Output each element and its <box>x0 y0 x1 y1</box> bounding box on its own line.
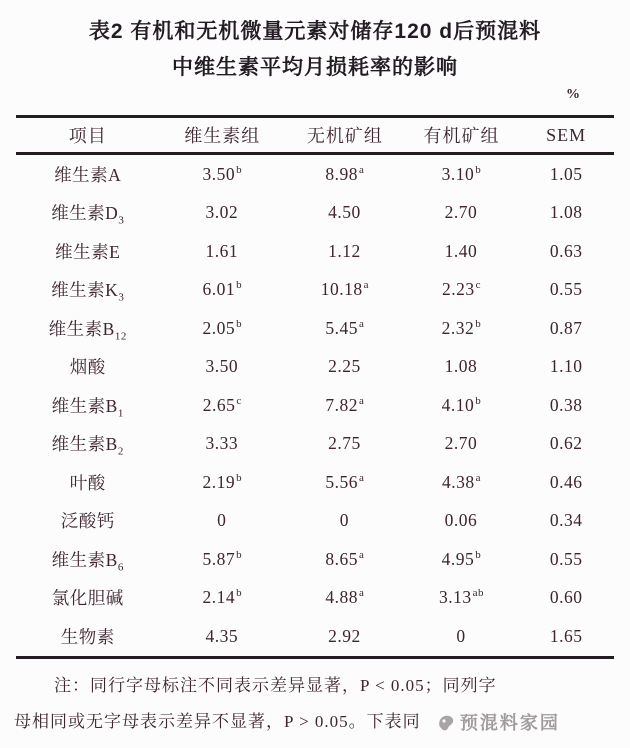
table-row <box>16 579 614 618</box>
value: 4.88 <box>325 587 358 608</box>
value: 2.23 <box>441 279 475 300</box>
cell-inorganic-group <box>285 425 405 464</box>
cell-sem <box>518 463 614 502</box>
cell-item <box>16 579 160 618</box>
value: 2.19 <box>202 471 236 492</box>
significance-superscript: a <box>359 471 365 484</box>
cell-inorganic-group <box>285 540 405 579</box>
col-header-vitamin-group: 维生素组 <box>160 117 286 154</box>
value: 0.55 <box>549 548 583 569</box>
item-label: 维生素D <box>51 203 119 224</box>
cell-inorganic-group <box>285 386 405 425</box>
cell-inorganic-group <box>285 154 405 194</box>
value: 1.12 <box>328 240 361 261</box>
value: 4.95 <box>441 548 475 569</box>
footnote-line-2 <box>14 704 616 741</box>
value: 0.63 <box>549 240 583 261</box>
value: 2.25 <box>328 356 361 377</box>
value: 0 <box>217 510 227 531</box>
cell-organic-group <box>405 463 519 502</box>
cell-item <box>16 425 160 464</box>
cell-organic-group <box>405 540 519 579</box>
col-header-item: 项目 <box>16 117 160 154</box>
cell-organic-group <box>405 154 519 194</box>
value: 4.35 <box>205 625 239 646</box>
table-row <box>16 425 614 464</box>
table-row <box>16 502 614 541</box>
cell-vitamin-group <box>160 271 286 310</box>
significance-superscript: b <box>475 394 482 407</box>
cell-item <box>16 502 160 541</box>
value: 0 <box>456 625 466 646</box>
item-label: 烟酸 <box>69 357 106 378</box>
cell-sem <box>518 425 614 464</box>
cell-item <box>16 154 160 194</box>
table-header-row <box>16 117 614 154</box>
cell-sem <box>518 348 614 387</box>
table-row <box>16 232 614 271</box>
cell-inorganic-group <box>285 502 405 541</box>
value: 3.10 <box>441 163 475 184</box>
value: 0.34 <box>549 510 583 531</box>
col-header-inorganic-group: 无机矿组 <box>285 117 405 154</box>
table-body <box>16 154 614 658</box>
cell-vitamin-group <box>160 194 286 233</box>
value: 6.01 <box>202 279 236 300</box>
value: 1.08 <box>444 356 478 377</box>
significance-superscript: b <box>475 548 482 561</box>
value: 5.45 <box>325 317 358 338</box>
significance-superscript: b <box>475 317 482 330</box>
item-label: 维生素B <box>51 549 118 570</box>
value: 1.40 <box>444 240 478 261</box>
cell-organic-group <box>405 579 519 618</box>
value: 0.38 <box>549 394 583 415</box>
table-caption <box>0 0 630 86</box>
value: 0.87 <box>549 317 583 338</box>
cell-vitamin-group <box>160 502 286 541</box>
cell-sem <box>518 271 614 310</box>
value: 0.60 <box>549 587 583 608</box>
cell-item <box>16 309 160 348</box>
cell-item <box>16 617 160 657</box>
cell-vitamin-group <box>160 309 286 348</box>
cell-organic-group <box>405 348 519 387</box>
item-subscript: 1 <box>117 407 124 420</box>
value: 7.82 <box>325 394 358 415</box>
significance-superscript: a <box>475 471 481 484</box>
table-header <box>16 117 614 154</box>
table-row <box>16 386 614 425</box>
cell-inorganic-group <box>285 617 405 657</box>
cell-item <box>16 194 160 233</box>
footnote-line-2-text: 母相同或无字母表示差异不显著，P > 0.05。下表同 <box>14 711 421 731</box>
value: 0 <box>339 510 350 531</box>
footnote-line-1: 注：同行字母标注不同表示差异显著，P < 0.05；同列字 <box>54 675 497 695</box>
value: 1.65 <box>549 625 583 646</box>
cell-vitamin-group <box>160 425 286 464</box>
unit-label: % <box>566 87 580 102</box>
value: 4.10 <box>441 394 475 415</box>
table-row <box>16 309 614 348</box>
cell-inorganic-group <box>285 579 405 618</box>
table-row <box>16 617 614 657</box>
value: 1.10 <box>549 356 583 377</box>
cell-vitamin-group <box>160 348 286 387</box>
col-header-sem: SEM <box>518 117 614 154</box>
significance-superscript: a <box>359 394 365 407</box>
cell-sem <box>518 579 614 618</box>
item-label: 维生素K <box>51 280 119 301</box>
cell-item <box>16 386 160 425</box>
value: 3.33 <box>205 433 239 454</box>
significance-superscript: b <box>236 471 243 484</box>
significance-superscript: b <box>236 587 243 600</box>
cell-organic-group <box>405 271 519 310</box>
cell-sem <box>518 617 614 657</box>
cell-inorganic-group <box>285 232 405 271</box>
table-container <box>16 115 614 659</box>
item-subscript: 2 <box>117 445 124 458</box>
cell-sem <box>518 309 614 348</box>
item-subscript: 3 <box>118 214 125 227</box>
value: 2.32 <box>441 317 475 338</box>
significance-superscript: b <box>236 163 243 176</box>
cell-inorganic-group <box>285 271 405 310</box>
cell-vitamin-group <box>160 463 286 502</box>
cell-sem <box>518 194 614 233</box>
value: 2.05 <box>202 317 236 338</box>
table-row <box>16 348 614 387</box>
item-label: 维生素B <box>51 434 118 455</box>
value: 4.38 <box>441 471 475 492</box>
value: 5.56 <box>325 471 358 492</box>
cell-organic-group <box>405 386 519 425</box>
item-subscript: 3 <box>118 291 125 304</box>
value: 2.75 <box>328 433 361 454</box>
table-row <box>16 540 614 579</box>
value: 1.05 <box>549 163 583 184</box>
value: 2.70 <box>444 202 478 223</box>
cell-item <box>16 232 160 271</box>
item-label: 维生素E <box>55 241 121 262</box>
cell-sem <box>518 154 614 194</box>
cell-item <box>16 540 160 579</box>
watermark-text: 预混料家园 <box>459 712 560 733</box>
table-row <box>16 194 614 233</box>
cell-vitamin-group <box>160 232 286 271</box>
item-label: 泛酸钙 <box>60 511 115 532</box>
significance-superscript: a <box>363 279 370 292</box>
item-label: 叶酸 <box>69 472 106 493</box>
value: 1.61 <box>205 240 239 261</box>
significance-superscript: c <box>475 279 481 292</box>
cell-vitamin-group <box>160 579 286 618</box>
value: 3.02 <box>205 202 239 223</box>
item-subscript: 6 <box>117 561 124 574</box>
cell-organic-group <box>405 309 519 348</box>
value: 3.13 <box>438 587 472 608</box>
cell-organic-group <box>405 502 519 541</box>
value: 8.65 <box>325 548 358 569</box>
value: 3.50 <box>205 356 239 377</box>
value: 2.65 <box>202 394 236 415</box>
item-subscript: 12 <box>114 330 127 343</box>
item-label: 氯化胆碱 <box>51 588 124 609</box>
value: 0.62 <box>549 433 583 454</box>
cell-vitamin-group <box>160 154 286 194</box>
significance-superscript: b <box>236 317 243 330</box>
value: 0.06 <box>444 510 478 531</box>
item-label: 维生素B <box>48 318 115 339</box>
value: 0.46 <box>549 471 583 492</box>
table-row <box>16 271 614 310</box>
table-row <box>16 463 614 502</box>
cell-organic-group <box>405 425 519 464</box>
col-header-organic-group: 有机矿组 <box>405 117 519 154</box>
cell-inorganic-group <box>285 309 405 348</box>
significance-superscript: a <box>359 317 365 330</box>
value: 2.70 <box>444 433 478 454</box>
significance-superscript: a <box>359 587 365 600</box>
watermark-logo-icon <box>436 713 456 733</box>
item-label: 维生素A <box>54 164 122 185</box>
value: 8.98 <box>325 163 358 184</box>
cell-inorganic-group <box>285 463 405 502</box>
significance-superscript: b <box>475 163 482 176</box>
item-label: 生物素 <box>60 626 115 647</box>
value: 1.08 <box>549 202 583 223</box>
cell-sem <box>518 502 614 541</box>
cell-vitamin-group <box>160 617 286 657</box>
cell-organic-group <box>405 194 519 233</box>
cell-inorganic-group <box>285 348 405 387</box>
cell-item <box>16 463 160 502</box>
value: 5.87 <box>202 548 236 569</box>
item-label: 维生素B <box>51 395 118 416</box>
table-caption-line-2: 中维生素平均月损耗率的影响 <box>172 56 458 79</box>
cell-sem <box>518 540 614 579</box>
table-caption-line-1: 表2 有机和无机微量元素对储存120 d后预混料 <box>88 20 542 43</box>
significance-superscript: ab <box>472 587 484 600</box>
value: 2.92 <box>328 625 361 646</box>
vitamin-loss-table <box>16 115 614 659</box>
cell-sem <box>518 232 614 271</box>
significance-superscript: b <box>236 279 243 292</box>
cell-item <box>16 348 160 387</box>
table-row <box>16 154 614 194</box>
table-footnote <box>14 668 616 741</box>
value: 10.18 <box>320 279 363 300</box>
cell-organic-group <box>405 232 519 271</box>
value: 0.55 <box>549 279 583 300</box>
significance-superscript: b <box>236 548 243 561</box>
cell-inorganic-group <box>285 194 405 233</box>
value: 3.50 <box>202 163 236 184</box>
cell-vitamin-group <box>160 540 286 579</box>
cell-vitamin-group <box>160 386 286 425</box>
significance-superscript: a <box>359 163 365 176</box>
significance-superscript: a <box>359 548 365 561</box>
significance-superscript: c <box>236 394 242 407</box>
cell-sem <box>518 386 614 425</box>
cell-item <box>16 271 160 310</box>
watermark <box>436 705 560 741</box>
value: 4.50 <box>328 202 361 223</box>
value: 2.14 <box>202 587 236 608</box>
cell-organic-group <box>405 617 519 657</box>
